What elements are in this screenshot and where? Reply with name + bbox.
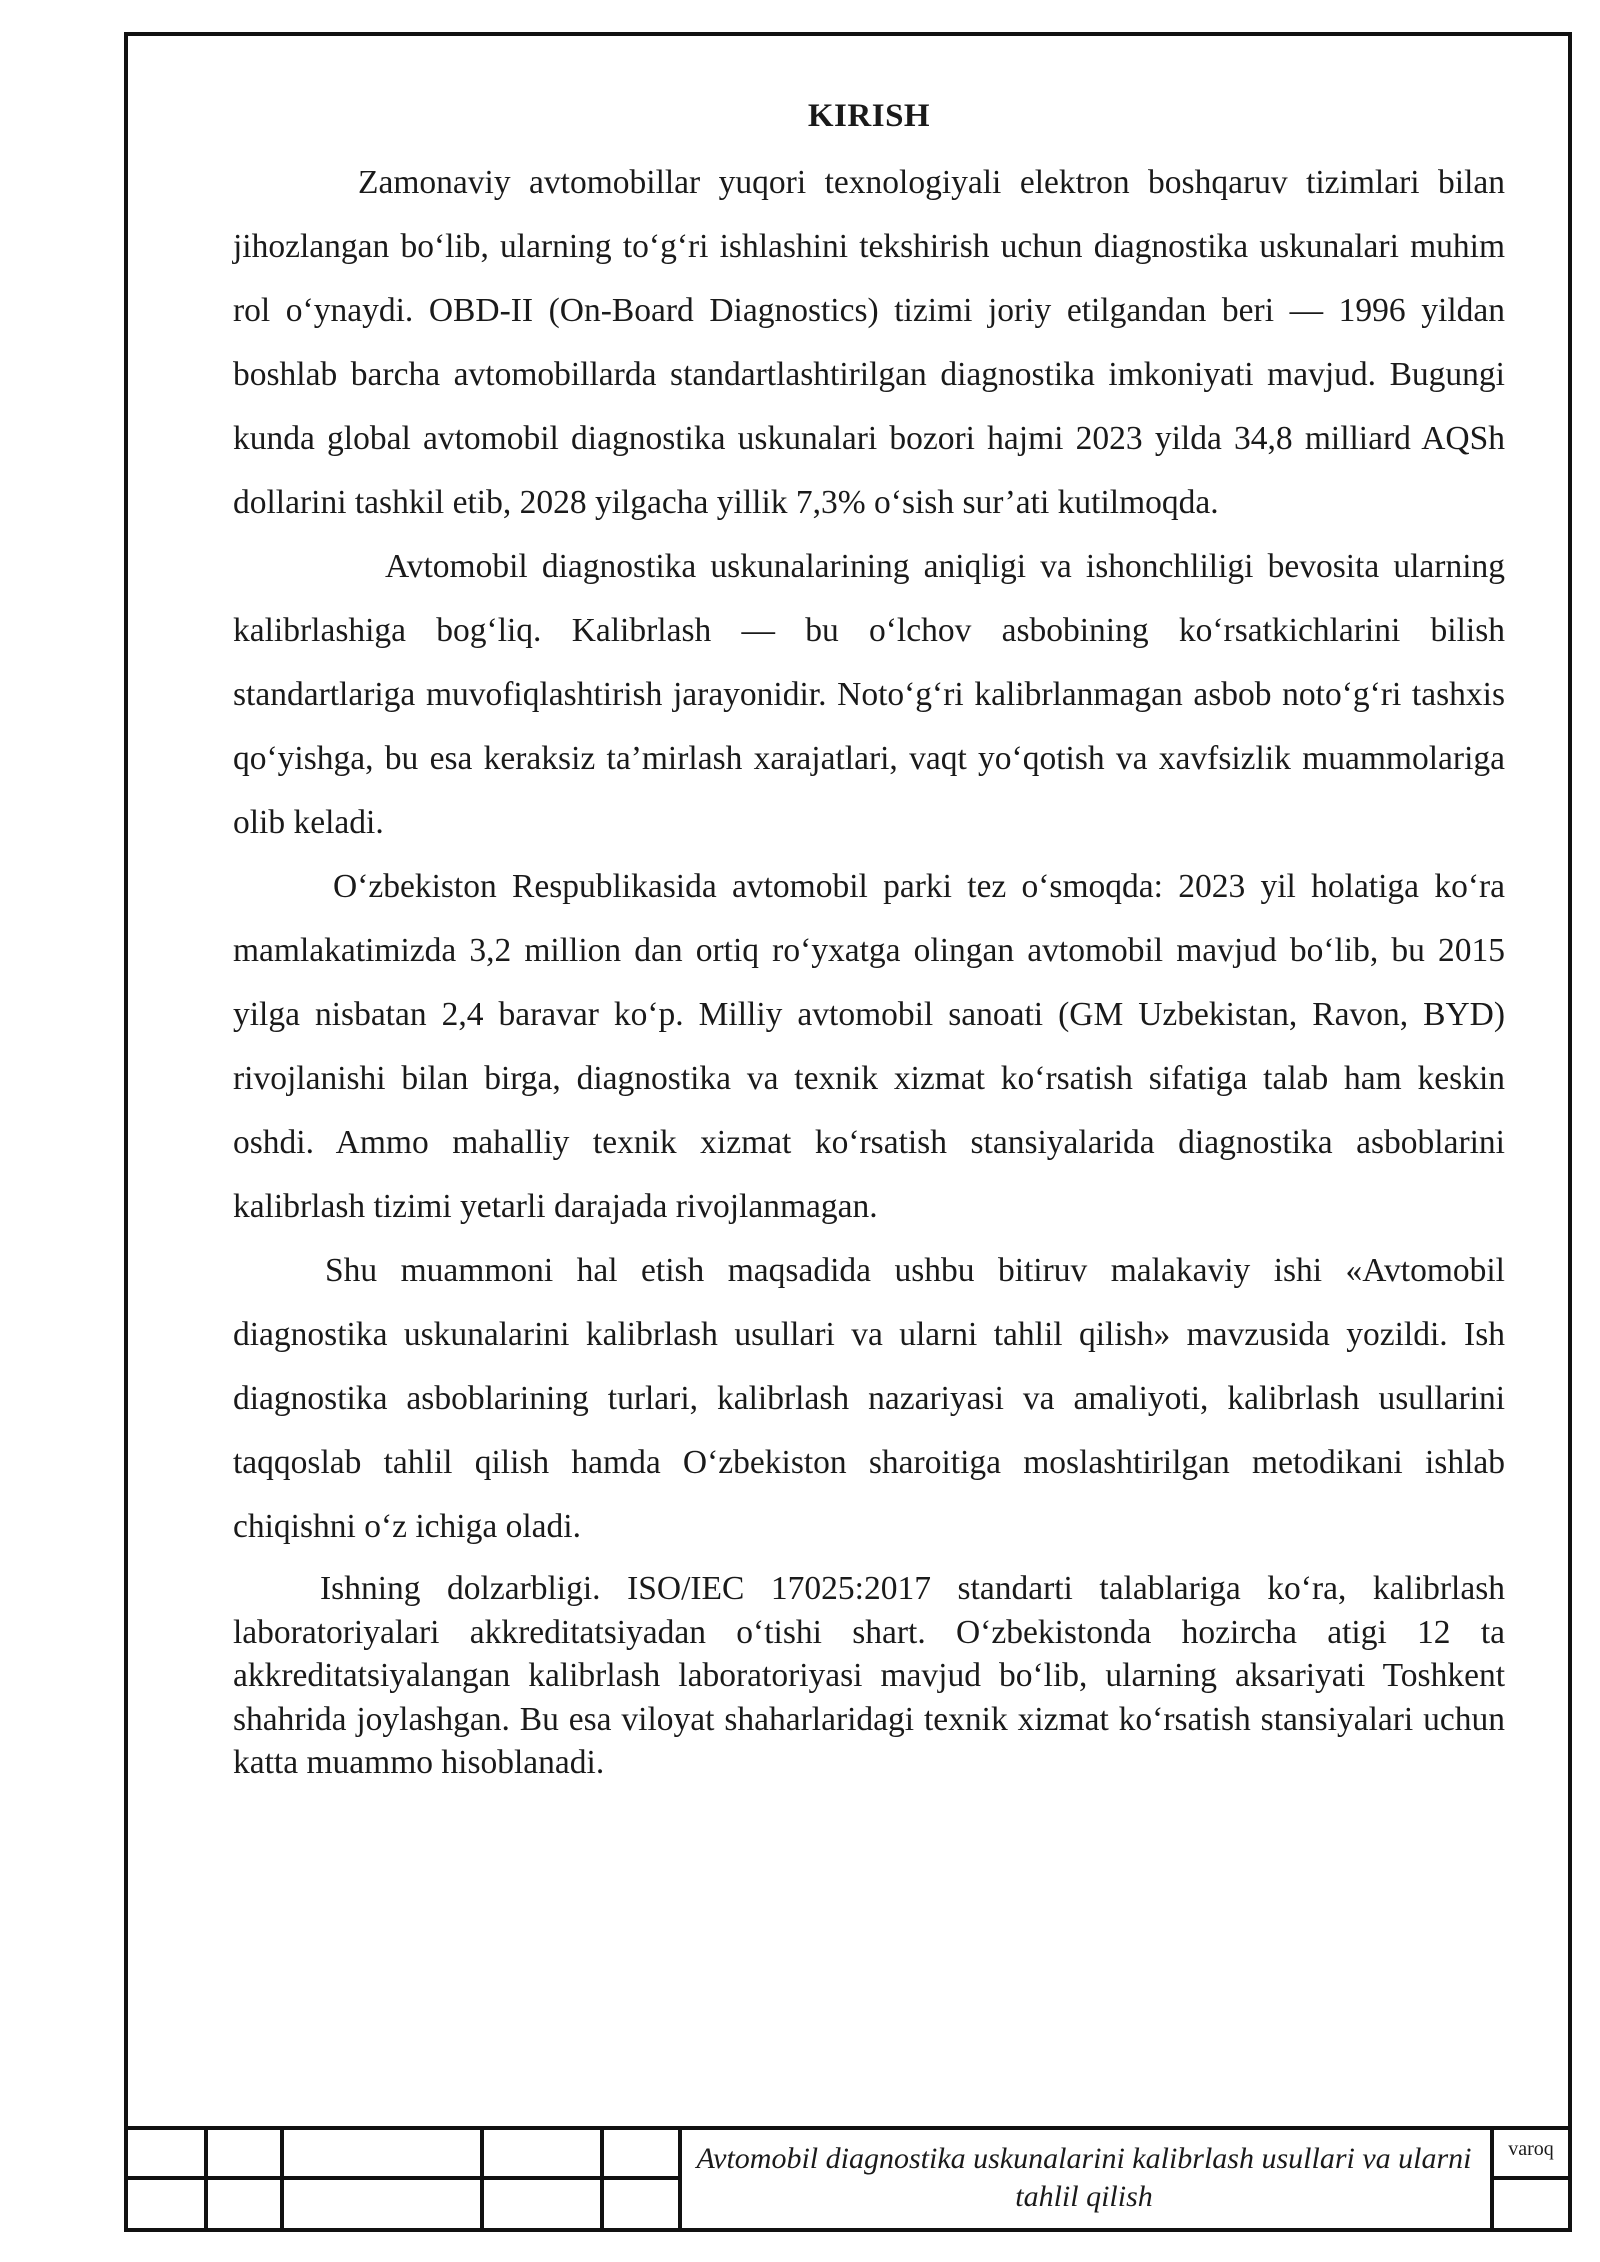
document-body [233,98,1505,1785]
title-block-row-divider [128,2176,678,2180]
title-block [128,2126,1568,2228]
paragraph-uzbekistan: O‘zbekiston Respublikasida avtomobil parki tez o‘smoqda: 2023 yil holatiga ko‘ra mamlakatimizda 3,2 million dan ortiq ro‘yxatga olingan avtomobil mavjud bo‘lib, bu 2015 yilga nisbatan 2,4 baravar ko‘p. Milliy avtomobil sanoati (GM Uzbekistan, Ravon, BYD) rivojlanishi bilan birga, diagnostika va texnik xizmat ko‘rsatish sifatiga talab ham keskin oshdi. Ammo mahalliy texnik xizmat ko‘rsatish stansiyalarida diagnostika asboblarini kalibrlash tizimi yetarli darajada rivojlanmagan. [233,868,1505,1225]
paragraph-purpose: Shu muammoni hal etish maqsadida ushbu bitiruv malakaviy ishi «Avtomobil diagnostika uskunalarini kalibrlash usullari va ularni tahlil qilish» mavzusida yozildi. Ish diagnostika asboblarining turlari, kalibrlash nazariyasi va amaliyoti, kalibrlash usullarini taqqoslab tahlil qilish hamda O‘zbekiston sharoitiga moslashtirilgan metodikani ishlab chiqishni o‘z ichiga oladi. [233,1252,1505,1545]
paragraph-calibration: Avtomobil diagnostika uskunalarining aniqligi va ishonchliligi bevosita ularning kalibrlashiga bog‘liq. Kalibrlash — bu o‘lchov asbobining ko‘rsatkichlarini bilish standartlariga muvofiqlashtirish jarayonidir. Noto‘g‘ri kalibrlanmagan asbob noto‘g‘ri tashxis qo‘yishga, bu esa keraksiz ta’mirlash xarajatlari, vaqt yo‘qotish va xavfsizlik muammolariga olib keladi. [233,548,1505,841]
sheet-label: varoq [1508,2138,1554,2160]
title-block-row-divider [1490,2176,1568,2180]
section-heading: KIRISH [807,98,931,134]
paragraph-intro: Zamonaviy avtomobillar yuqori texnologiyali elektron boshqaruv tizimlari bilan jihozlangan bo‘lib, ularning to‘g‘ri ishlashini tekshirish uchun diagnostika uskunalari muhim rol o‘ynaydi. OBD-II (On-Board Diagnostics) tizimi joriy etilgandan beri — 1996 yildan boshlab barcha avtomobillarda standartlashtirilgan diagnostika imkoniyati mavjud. Bugungi kunda global avtomobil diagnostika uskunalari bozori hajmi 2023 yilda 34,8 milliard AQSh dollarini tashkil etib, 2028 yilgacha yillik 7,3% o‘sish sur’ati kutilmoqda. [233,164,1505,521]
paragraph-relevance: Ishning dolzarbligi. ISO/IEC 17025:2017 standarti talablariga ko‘ra, kalibrlash laboratoriyalari akkreditatsiyadan o‘tishi shart. O‘zbekistonda hozircha atigi 12 ta akkreditatsiyalangan kalibrlash laboratoriyasi mavjud bo‘lib, ularning aksariyati Toshkent shahrida joylashgan. Bu esa viloyat shaharlaridagi texnik xizmat ko‘rsatish stansiyalari uchun katta muammo hisoblanadi. [233,1570,1505,1781]
document-title: Avtomobil diagnostika uskunalarini kalibrlash usullari va ularni tahlil qilish [696,2142,1472,2213]
